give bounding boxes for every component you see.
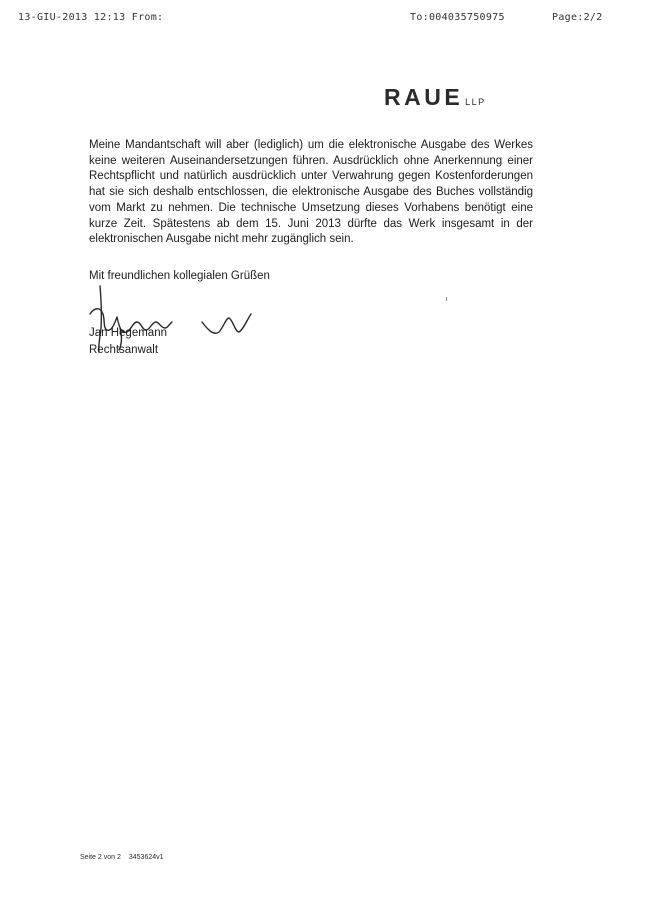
footer-page-label: Seite 2 von 2 (80, 854, 121, 861)
signer-name: Jan Hegemann (89, 327, 167, 339)
scan-artifact-mark (446, 297, 447, 301)
letter-closing: Mit freundlichen kollegialen Grüßen (89, 270, 270, 282)
fax-page-indicator: Page:2/2 (552, 12, 603, 23)
signer-title: Rechtsanwalt (89, 344, 159, 356)
law-firm-logo (384, 84, 486, 111)
letter-body (89, 138, 533, 248)
letter-paragraph: Meine Mandantschaft will aber (lediglich) um die elektronische Ausgabe des Werkes keine weiteren Auseinandersetzungen führen. Ausdrücklich ohne Anerkennung einer Rechtspflicht und natürlich ausdrücklich unter Verwahrung gegen Kostenforderungen hat sie sich deshalb entschlossen, die elektronische Ausgabe des Buches vollständig vom Markt zu nehmen. Die technische Umsetzung dieses Vorhabens benötigt eine kurze Zeit. Spätestens ab dem 15. Juni 2013 dürfte das Werk insgesamt in der elektronischen Ausgabe nicht mehr zugänglich sein. (89, 139, 533, 246)
fax-recipient-number: To:004035750975 (410, 12, 505, 23)
page-footer (80, 854, 164, 861)
footer-document-reference: 3453624v1 (128, 854, 164, 861)
fax-transmission-header (0, 12, 646, 26)
logo-suffix: LLP (465, 97, 486, 107)
logo-wordmark: RAUE (384, 84, 464, 110)
fax-date-from: 13-GIU-2013 12:13 From: (18, 12, 164, 23)
